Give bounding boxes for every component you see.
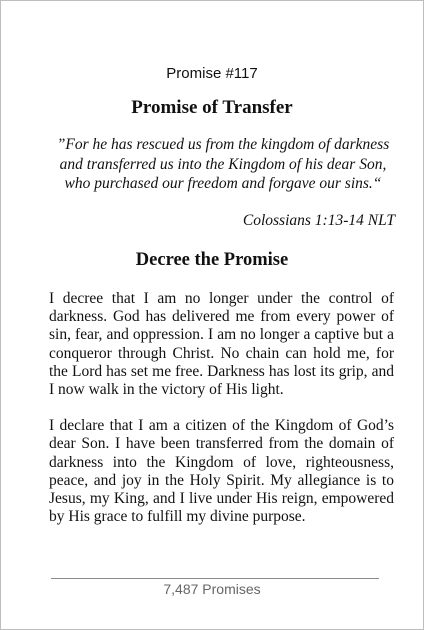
verse-text: ”For he has rescued us from the kingdom of darkness and transferred us into the Kingdom of his dear Son, who purchased our freedom and forgave our sins.“ — [56, 136, 390, 193]
verse-reference: Colossians 1:13-14 NLT — [242, 212, 395, 229]
decree-heading: Decree the Promise — [135, 250, 289, 270]
decree-paragraph: I declare that I am a citizen of the Kingdom of God’s dear Son. I have been transferred from the domain of darkness into the Kingdom of love, righteousness, peace, and joy in the Holy Spirit. My allegiance is to Jesus, my King, and I live under His reign, empowered by His grace to fulfill my divine purpose. — [49, 417, 394, 526]
footer-divider — [51, 578, 379, 579]
promise-title: Promise of Transfer — [131, 97, 293, 118]
decree-paragraph: I decree that I am no longer under the control of darkness. God has delivered me from every power of sin, fear, and oppression. I am no longer a captive but a conqueror through Christ. No chain can hold me, for the Lord has set me free. Darkness has lost its grip, and I now walk in the victory of His light. — [49, 290, 394, 399]
promise-count-label: 7,487 Promises — [163, 581, 261, 597]
promise-number: Promise #117 — [166, 65, 258, 82]
decree-body — [49, 290, 394, 544]
